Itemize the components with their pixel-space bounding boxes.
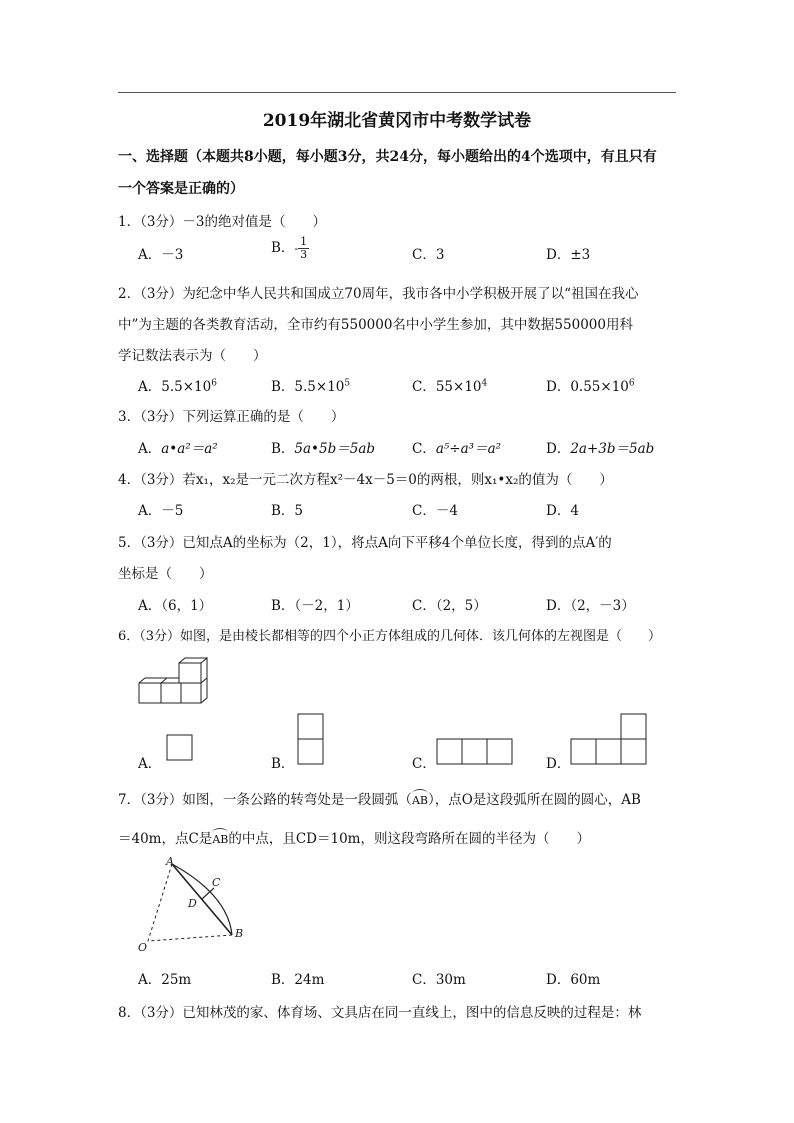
q7-option-b: B．24m bbox=[271, 972, 325, 988]
page-title: 2019年湖北省黄冈市中考数学试卷 bbox=[262, 111, 532, 131]
q3-option-b bbox=[271, 437, 375, 457]
q7-label-b: B bbox=[235, 927, 244, 940]
q6-option-b-figure bbox=[297, 713, 325, 765]
q7-label-a: A bbox=[166, 855, 174, 868]
q3-option-d-prefix: D． bbox=[546, 441, 571, 457]
q5-option-c: C．（2，5） bbox=[412, 598, 487, 614]
q4-option-b: B．5 bbox=[271, 503, 304, 519]
q7-line1-suffix: ），点O是这段弧所在圆的圆心，AB bbox=[427, 792, 641, 808]
q1-fraction-numerator: 1 bbox=[300, 235, 308, 248]
q2-option-b bbox=[271, 375, 350, 395]
q4-option-a: A．－5 bbox=[138, 503, 184, 519]
q7-option-c: C．30m bbox=[412, 972, 466, 988]
q3-option-a bbox=[138, 437, 218, 457]
question-3-stem: 3．（3分）下列运算正确的是（ ） bbox=[118, 409, 345, 425]
q4-option-d: D．4 bbox=[546, 503, 579, 519]
q1-option-a: A．－3 bbox=[138, 247, 184, 263]
section-heading-line1: 一、选择题（本题共8小题，每小题3分，共24分，每小题给出的4个选项中，有且只有 bbox=[118, 149, 657, 165]
section-heading-line2: 一个答案是正确的） bbox=[118, 181, 244, 197]
q2-option-d-exp: 6 bbox=[628, 378, 635, 389]
q3-option-d-expr: 2a+3b＝5ab bbox=[570, 441, 655, 457]
q7-option-a: A．25m bbox=[138, 972, 192, 988]
q2-option-d bbox=[546, 375, 635, 395]
question-7-line2 bbox=[118, 827, 590, 847]
q1-option-b-prefix: B． bbox=[271, 240, 295, 256]
q5-option-a: A．（6，1） bbox=[138, 598, 213, 614]
q2-option-c bbox=[412, 375, 487, 395]
q2-option-a-exp: 6 bbox=[211, 378, 217, 389]
q7-line2-prefix: ＝40m，点C是 bbox=[118, 831, 213, 847]
q6-option-d-label: D． bbox=[546, 756, 571, 772]
q3-option-c-prefix: C． bbox=[412, 441, 436, 457]
q3-option-d bbox=[546, 437, 654, 457]
question-2-line1: 2．（3分）为纪念中华人民共和国成立70周年，我市各中小学积极开展了以“祖国在我心 bbox=[118, 286, 639, 302]
q7-line2-suffix: 的中点，且CD＝10m，则这段弯路所在圆的半径为（ ） bbox=[228, 831, 590, 847]
question-6-stem: 6．（3分）如图，是由棱长都相等的四个小正方体组成的几何体．该几何体的左视图是（ ） bbox=[118, 629, 662, 644]
q2-option-a-base: A．5.5×10 bbox=[138, 379, 212, 395]
q7-label-c: C bbox=[212, 876, 221, 889]
q1-option-d: D．±3 bbox=[546, 247, 591, 263]
question-5-line2: 坐标是（ ） bbox=[118, 566, 213, 582]
q2-option-b-exp: 5 bbox=[344, 378, 351, 389]
q7-arc-ab-2: AB bbox=[212, 833, 229, 846]
q3-option-a-prefix: A． bbox=[138, 441, 162, 457]
question-4-stem: 4．（3分）若x₁，x₂是一元二次方程x²－4x－5＝0的两根，则x₁•x₂的值为（ ） bbox=[118, 472, 613, 488]
q7-option-d: D．60m bbox=[546, 972, 601, 988]
q6-option-c-figure bbox=[436, 738, 514, 765]
question-5-line1: 5．（3分）已知点A的坐标为（2，1），将点A向下平移4个单位长度，得到的点A′的 bbox=[118, 535, 612, 551]
q3-option-a-expr: a•a²＝a² bbox=[161, 441, 218, 457]
q6-option-a-figure bbox=[166, 734, 194, 762]
q5-option-b: B．（－2，1） bbox=[271, 598, 359, 614]
q6-option-d-figure bbox=[570, 713, 648, 765]
q2-option-c-base: C．55×10 bbox=[412, 379, 482, 395]
question-7-line1 bbox=[118, 788, 641, 808]
question-8-line1: 8．（3分）已知林茂的家、体育场、文具店在同一直线上，图中的信息反映的过程是：林 bbox=[118, 1005, 642, 1021]
q3-option-b-prefix: B． bbox=[271, 441, 295, 457]
q6-option-b-label: B． bbox=[271, 756, 295, 772]
q3-option-b-expr: 5a•5b＝5ab bbox=[294, 441, 376, 457]
q7-line1-prefix: 7．（3分）如图，一条公路的转弯处是一段圆弧（ bbox=[118, 792, 412, 808]
question-1-stem: 1．（3分）－3的绝对值是（ ） bbox=[118, 214, 327, 230]
q2-option-d-base: D．0.55×10 bbox=[546, 379, 629, 395]
header-rule bbox=[118, 92, 676, 93]
q2-option-b-base: B．5.5×10 bbox=[271, 379, 345, 395]
question-2-line3: 学记数法表示为（ ） bbox=[118, 348, 267, 364]
q1-fraction-denominator: 3 bbox=[300, 248, 308, 261]
q1-option-b-fraction bbox=[298, 236, 309, 261]
q2-option-c-exp: 4 bbox=[481, 378, 488, 389]
q3-option-c bbox=[412, 437, 501, 457]
q6-solid-figure bbox=[136, 655, 211, 705]
q7-arc-figure bbox=[136, 855, 251, 955]
question-2-line2: 中”为主题的各类教育活动，全市约有550000名中小学生参加，其中数据550000用科 bbox=[118, 317, 633, 333]
q2-option-a bbox=[138, 375, 217, 395]
q3-option-c-expr: a⁵÷a³＝a² bbox=[435, 441, 502, 457]
q1-option-c: C．3 bbox=[412, 247, 445, 263]
q1-option-b-sign: - bbox=[294, 242, 299, 255]
q6-option-a-label: A． bbox=[138, 756, 162, 772]
q6-option-c-label: C． bbox=[412, 756, 436, 772]
q7-label-d: D bbox=[188, 897, 197, 910]
q5-option-d: D．（2，－3） bbox=[546, 598, 635, 614]
q7-label-o: O bbox=[138, 941, 148, 954]
q1-option-b bbox=[271, 236, 309, 261]
q4-option-c: C．－4 bbox=[412, 503, 458, 519]
q7-arc-ab-1: AB bbox=[411, 794, 428, 807]
